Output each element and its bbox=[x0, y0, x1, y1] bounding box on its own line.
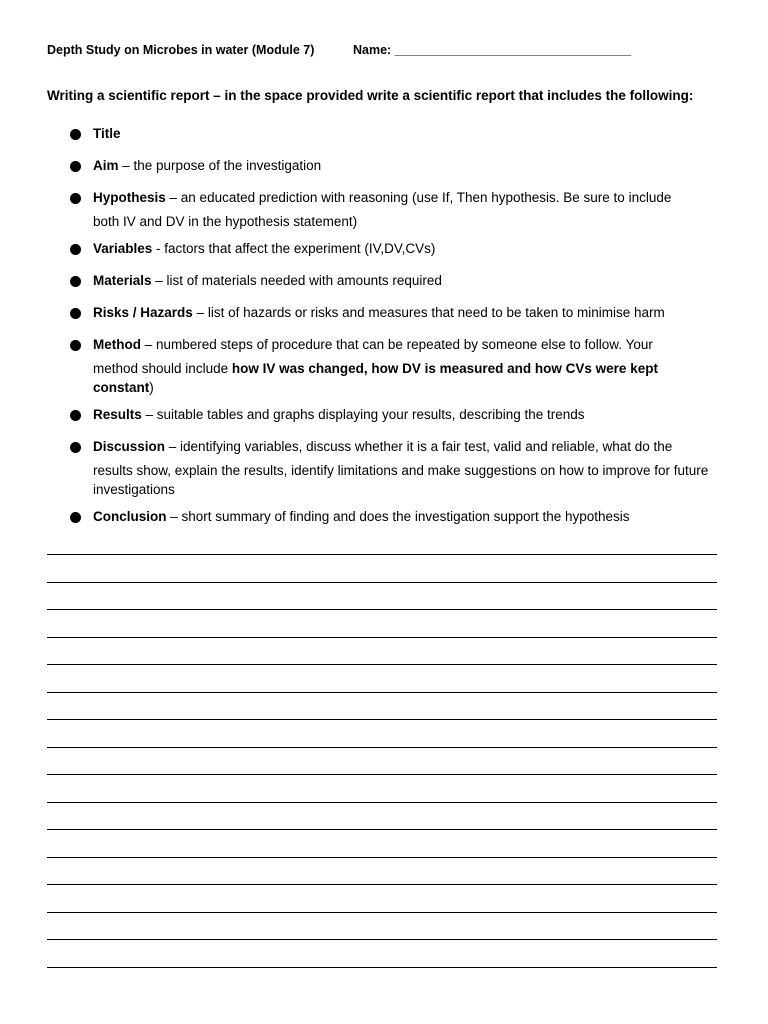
item-term: Title bbox=[93, 126, 121, 141]
item-description: – identifying variables, discuss whether it is a fair test, valid and reliable, what do the bbox=[165, 439, 673, 454]
item-description: – list of materials needed with amounts required bbox=[151, 273, 442, 288]
writing-line[interactable] bbox=[47, 664, 717, 665]
writing-line[interactable] bbox=[47, 912, 717, 913]
writing-line[interactable] bbox=[47, 719, 717, 720]
writing-line[interactable] bbox=[47, 747, 717, 748]
writing-line[interactable] bbox=[47, 939, 717, 940]
bullet-icon bbox=[70, 193, 81, 204]
item-description: - factors that affect the experiment (IV,DV,CVs) bbox=[152, 241, 436, 256]
bullet-icon bbox=[70, 442, 81, 453]
writing-line[interactable] bbox=[47, 692, 717, 693]
worksheet-title: Depth Study on Microbes in water (Module 7) bbox=[47, 43, 315, 57]
bullet-icon bbox=[70, 276, 81, 287]
item-description: – short summary of finding and does the investigation support the hypothesis bbox=[166, 509, 630, 524]
item-emphasis: how IV was changed, how DV is measured and how CVs were kept constant bbox=[93, 360, 658, 395]
item-description: – suitable tables and graphs displaying your results, describing the trends bbox=[141, 407, 585, 422]
item-description: – numbered steps of procedure that can be repeated by someone else to follow. Your bbox=[141, 337, 653, 352]
bullet-icon bbox=[70, 410, 81, 421]
item-term: Conclusion bbox=[93, 509, 167, 524]
item-description-end: ) bbox=[149, 380, 154, 395]
bullet-icon bbox=[70, 308, 81, 319]
writing-line[interactable] bbox=[47, 774, 717, 775]
writing-line[interactable] bbox=[47, 802, 717, 803]
item-description-continued: both IV and DV in the hypothesis statement) bbox=[93, 213, 358, 229]
writing-line[interactable] bbox=[47, 884, 717, 885]
bullet-icon bbox=[70, 340, 81, 351]
item-description-continued: results show, explain the results, identify limitations and make suggestions on how to improve for future investigations bbox=[93, 462, 709, 497]
item-description: – list of hazards or risks and measures that need to be taken to minimise harm bbox=[192, 305, 665, 320]
writing-line[interactable] bbox=[47, 637, 717, 638]
page-header bbox=[47, 43, 632, 57]
item-term: Results bbox=[93, 407, 142, 422]
item-term: Discussion bbox=[93, 439, 166, 454]
writing-line[interactable] bbox=[47, 582, 717, 583]
instructions-heading: Writing a scientific report – in the space provided write a scientific report that includes the following: bbox=[47, 88, 694, 103]
item-description: – an educated prediction with reasoning (use If, Then hypothesis. Be sure to include bbox=[165, 190, 672, 205]
writing-line[interactable] bbox=[47, 829, 717, 830]
bullet-icon bbox=[70, 512, 81, 523]
item-term: Materials bbox=[93, 273, 152, 288]
bullet-icon bbox=[70, 244, 81, 255]
writing-line[interactable] bbox=[47, 554, 717, 555]
item-description-continued: method should include bbox=[93, 360, 232, 376]
bullet-icon bbox=[70, 129, 81, 140]
bullet-icon bbox=[70, 161, 81, 172]
item-term: Aim bbox=[93, 158, 119, 173]
writing-line[interactable] bbox=[47, 609, 717, 610]
item-term: Hypothesis bbox=[93, 190, 166, 205]
writing-line[interactable] bbox=[47, 967, 717, 968]
item-term: Method bbox=[93, 337, 141, 352]
item-term: Variables bbox=[93, 241, 153, 256]
name-field[interactable]: Name: __________________________________ bbox=[353, 43, 632, 57]
item-term: Risks / Hazards bbox=[93, 305, 193, 320]
item-description: – the purpose of the investigation bbox=[118, 158, 322, 173]
writing-line[interactable] bbox=[47, 857, 717, 858]
